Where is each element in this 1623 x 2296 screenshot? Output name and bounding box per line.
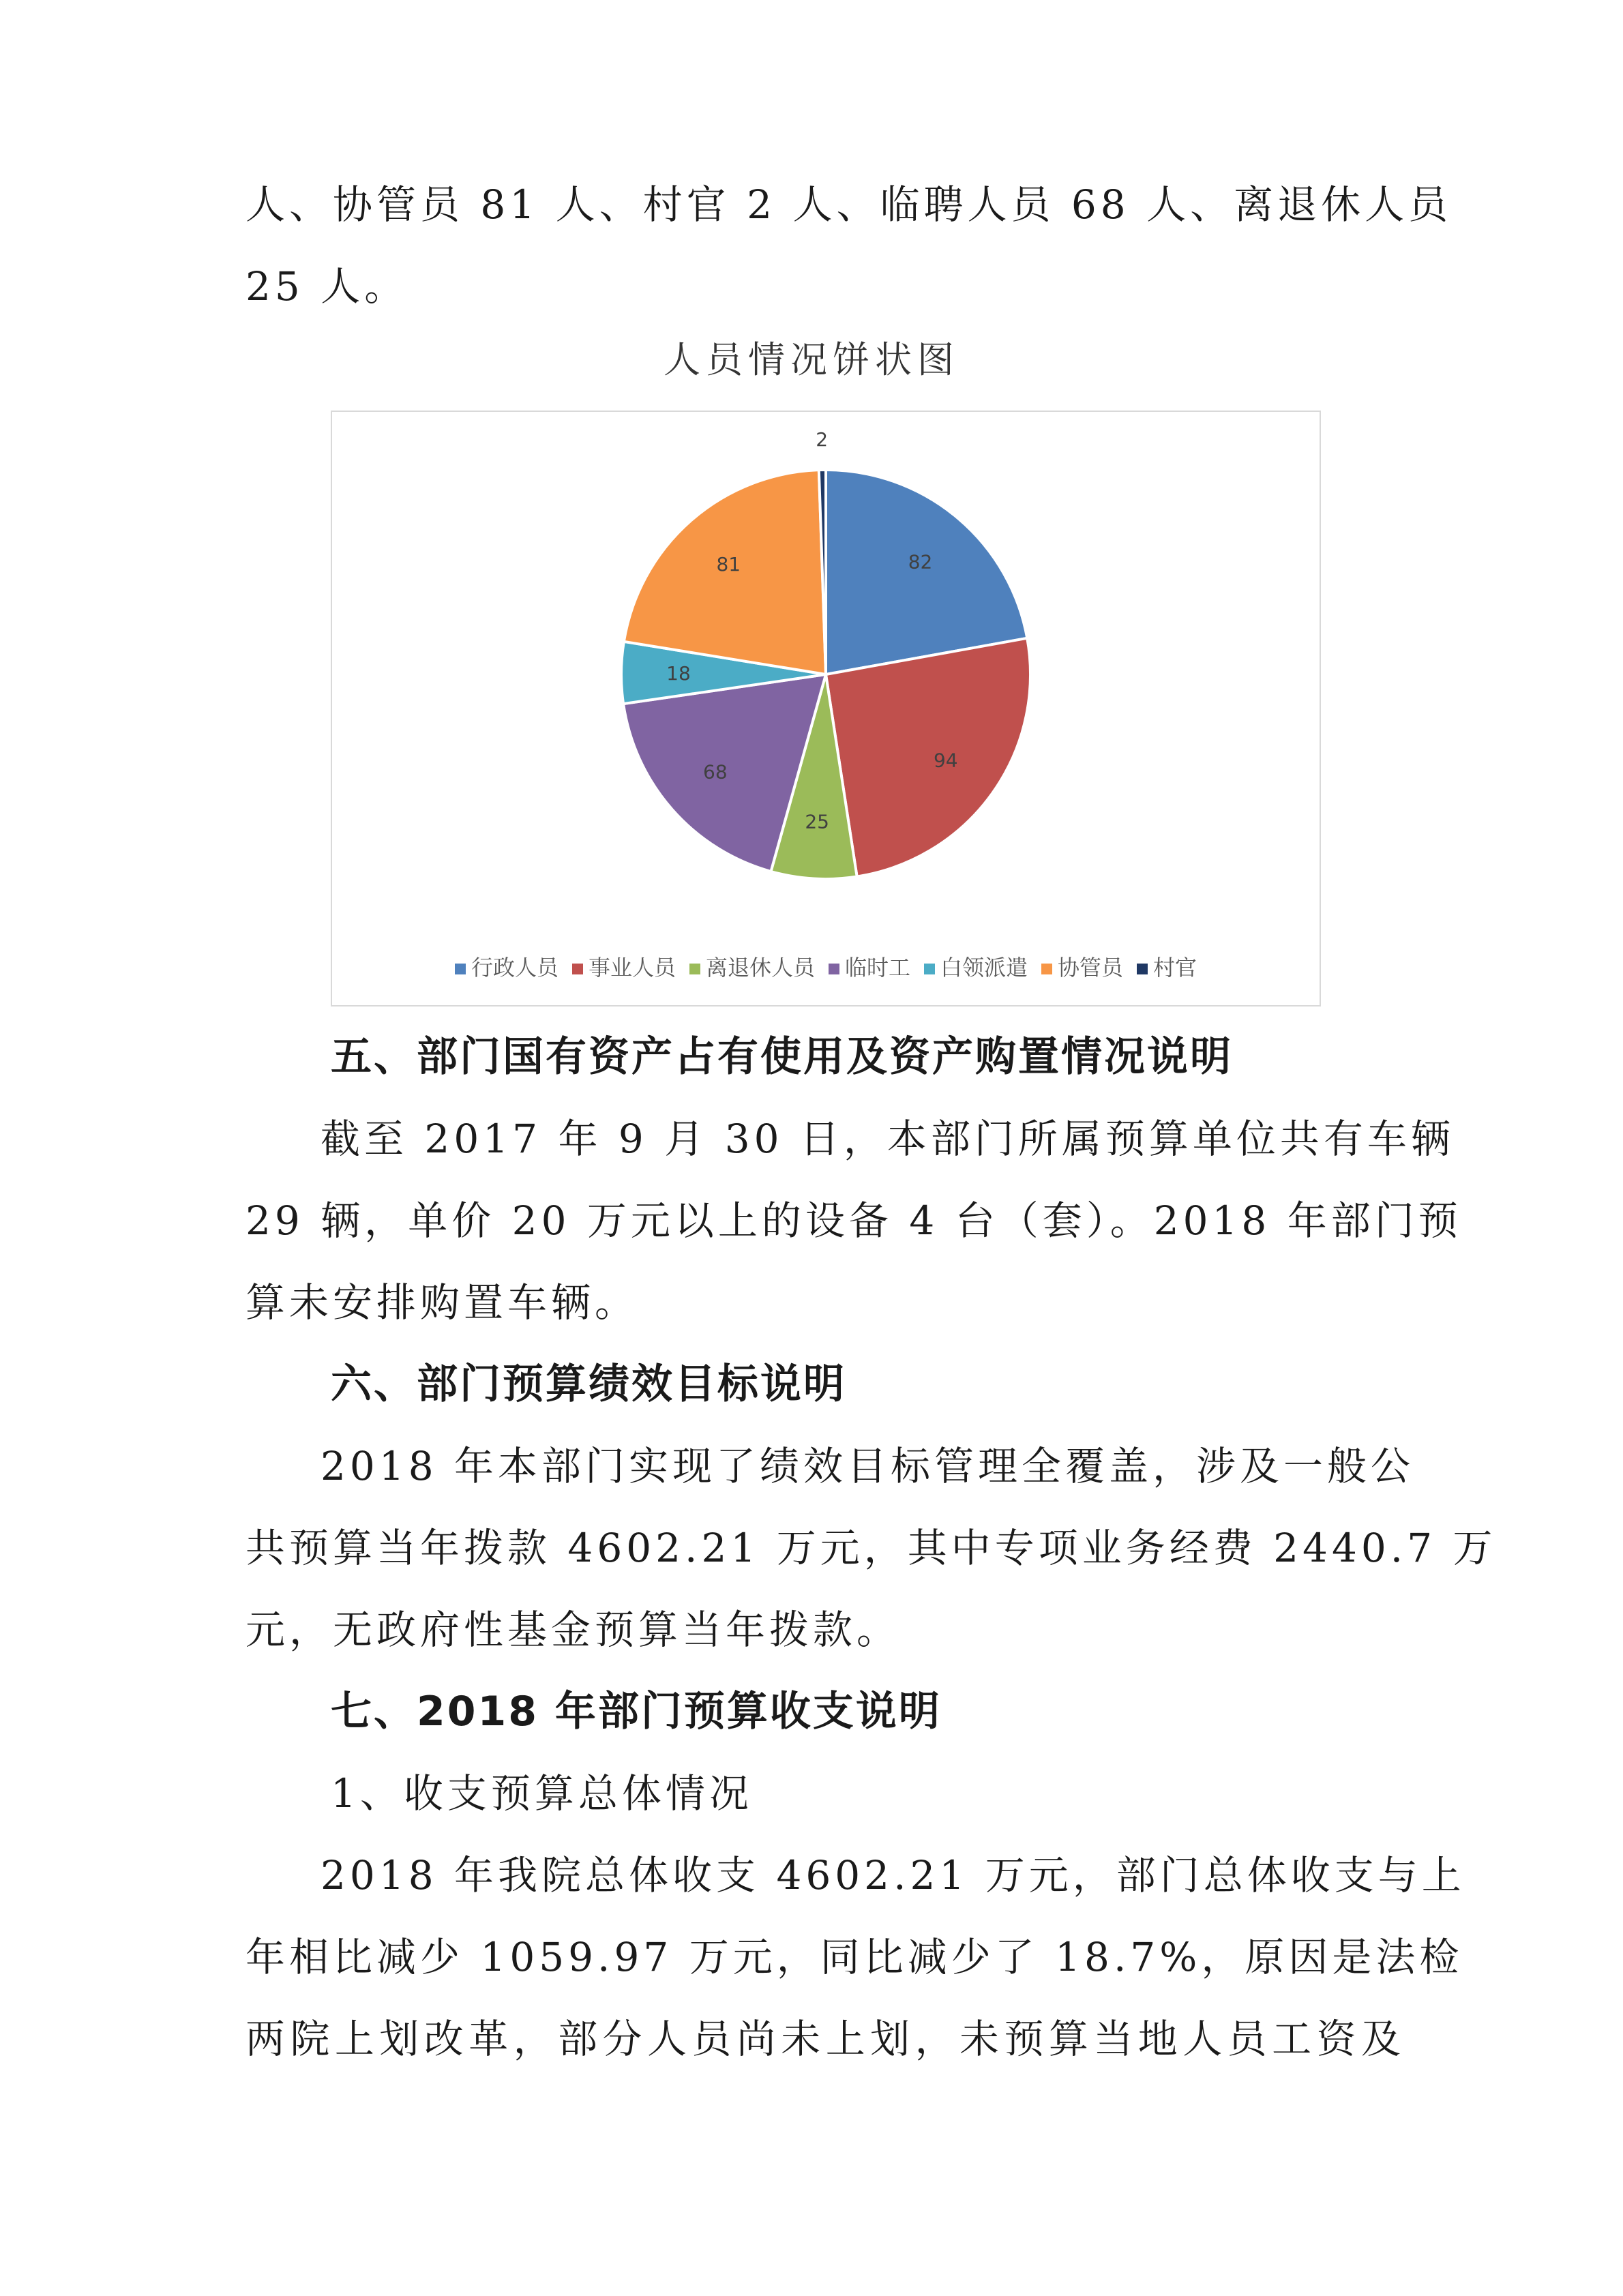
legend-label: 白领派遣: [940, 955, 1028, 981]
legend-swatch: [829, 964, 839, 974]
text-line: 截至 2017 年 9 月 30 日，本部门所属预算单位共有车辆: [321, 1116, 1455, 1162]
intro-paragraph: [245, 164, 1453, 327]
text-line: 25 人。: [245, 263, 408, 310]
legend-swatch: [1041, 964, 1052, 974]
legend-swatch: [689, 964, 700, 974]
legend-item: [924, 951, 1028, 982]
text-line: 年相比减少 1059.97 万元，同比减少了 18.7%，原因是法检: [245, 1934, 1463, 1980]
pie-data-label: 94: [933, 749, 958, 772]
legend-item: [1041, 951, 1123, 982]
text-line: 人、协管员 81 人、村官 2 人、临聘人员 68 人、离退休人员: [245, 181, 1453, 228]
pie-data-label: 25: [805, 810, 829, 833]
text-line: 2018 年我院总体收支 4602.21 万元，部门总体收支与上: [321, 1852, 1465, 1898]
legend-item: [455, 951, 559, 982]
section-6-paragraph: [245, 1425, 1497, 1671]
legend-swatch: [455, 964, 466, 974]
chart-title: 人员情况饼状图: [664, 338, 959, 381]
section-5-paragraph: [245, 1098, 1462, 1343]
pie-data-label: 68: [703, 760, 728, 784]
text-line: 29 辆，单价 20 万元以上的设备 4 台（套）。2018 年部门预: [245, 1197, 1462, 1244]
pie-chart-canvas: [332, 412, 1320, 1005]
legend-item: [572, 951, 676, 982]
legend-label: 事业人员: [588, 955, 676, 981]
legend-label: 行政人员: [471, 955, 559, 981]
legend-label: 村官: [1153, 955, 1197, 981]
legend-swatch: [572, 964, 583, 974]
section-6-heading: 六、部门预算绩效目标说明: [331, 1360, 846, 1408]
pie-data-label: 18: [666, 662, 691, 685]
pie-slice-2: [826, 638, 1030, 877]
legend-label: 离退休人员: [705, 955, 815, 981]
text-line: 元，无政府性基金预算当年拨款。: [245, 1607, 901, 1653]
section-7-heading: 七、2018 年部门预算收支说明: [331, 1688, 942, 1735]
legend-label: 临时工: [844, 955, 910, 981]
section-7-paragraph: [245, 1834, 1465, 2080]
legend-swatch: [1137, 964, 1148, 974]
legend-swatch: [924, 964, 935, 974]
chart-legend: [332, 951, 1320, 982]
section-7-subheading: 1、收支预算总体情况: [331, 1770, 753, 1817]
legend-item: [1137, 951, 1197, 982]
pie-data-label: 82: [908, 550, 933, 573]
legend-label: 协管员: [1058, 955, 1124, 981]
pie-data-label: 81: [716, 552, 741, 576]
pie-chart: [331, 411, 1321, 1007]
text-line: 2018 年本部门实现了绩效目标管理全覆盖，涉及一般公: [321, 1443, 1415, 1489]
pie-data-label: 2: [816, 428, 829, 451]
text-line: 两院上划改革，部分人员尚未上划，未预算当地人员工资及: [245, 2016, 1405, 2062]
text-line: 算未安排购置车辆。: [245, 1279, 639, 1326]
legend-item: [829, 951, 910, 982]
section-5-heading: 五、部门国有资产占有使用及资产购置情况说明: [331, 1033, 1233, 1081]
legend-item: [689, 951, 815, 982]
text-line: 共预算当年拨款 4602.21 万元，其中专项业务经费 2440.7 万: [245, 1525, 1497, 1571]
